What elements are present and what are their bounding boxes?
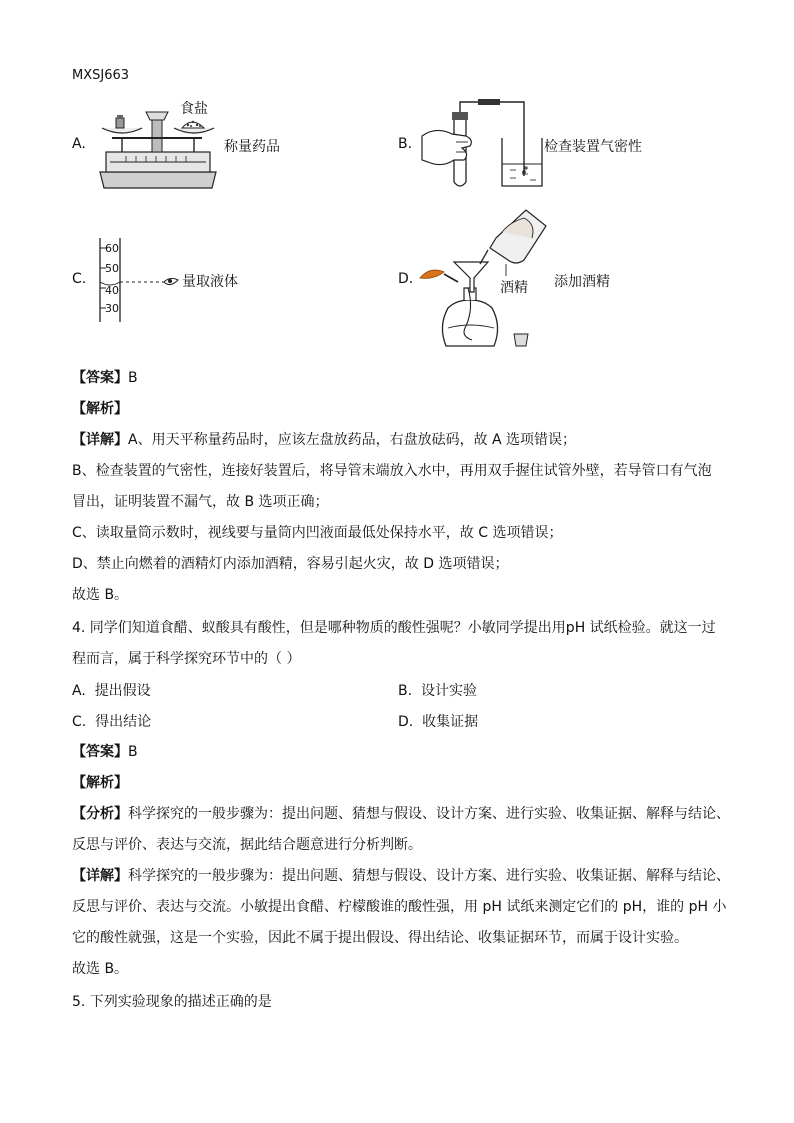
q4-analysis-1: 【分析】科学探究的一般步骤为：提出问题、猜想与假设、设计方案、进行实验、收集证据、解释与结论、: [72, 806, 730, 822]
answer-value: B: [128, 370, 138, 386]
analysis-label: 【解析】: [72, 401, 128, 417]
analysis-tag: 【分析】: [72, 806, 128, 822]
answer-label: 【答案】: [72, 744, 128, 760]
scale-mark-40: 40: [105, 284, 119, 297]
option-a-caption: 称量药品: [224, 139, 280, 155]
alcohol-label: 酒精: [500, 280, 528, 296]
q4-option-d[interactable]: D. 收集证据: [398, 714, 479, 730]
q4-conclusion: 故选 B。: [72, 961, 129, 977]
q3-conclusion: 故选 B。: [72, 587, 129, 603]
q3-detail-a: 【详解】A、用天平称量药品时，应该左盘放药品，右盘放砝码，故 A 选项错误；: [72, 432, 577, 448]
q3-answer-line: [72, 368, 138, 388]
header-code: MXSJ663: [72, 68, 130, 83]
salt-label: 食盐: [180, 101, 208, 117]
q5-stem: 5. 下列实验现象的描述正确的是: [72, 994, 272, 1010]
q4-detail-1: 【详解】科学探究的一般步骤为：提出问题、猜想与假设、设计方案、进行实验、收集证据、解释与结论、: [72, 868, 730, 884]
q4-analysis-2: 反思与评价、表达与交流，据此结合题意进行分析判断。: [72, 837, 422, 853]
q3-detail-b2: 冒出，证明装置不漏气，故 B 选项正确；: [72, 494, 329, 510]
option-d-letter: D.: [398, 271, 414, 287]
q4-answer-line: [72, 742, 138, 762]
scale-mark-60: 60: [105, 242, 119, 255]
option-d-caption: 添加酒精: [554, 274, 610, 290]
alcohol-lamp-illustration: [418, 208, 548, 354]
option-b-caption: 检查装置气密性: [544, 139, 642, 155]
option-b-letter: B.: [398, 136, 413, 152]
q3-detail-d: D、禁止向燃着的酒精灯内添加酒精，容易引起火灾，故 D 选项错误；: [72, 556, 509, 572]
scale-mark-30: 30: [105, 302, 119, 315]
q4-option-b[interactable]: B. 设计实验: [398, 683, 477, 699]
airtightness-illustration: [418, 96, 542, 192]
answer-value: B: [128, 744, 138, 760]
q4-detail-2: 反思与评价、表达与交流。小敏提出食醋、柠檬酸谁的酸性强，用 pH 试纸来测定它们的 pH，谁的 pH 小: [72, 899, 727, 915]
answer-label: 【答案】: [72, 370, 128, 386]
option-c-caption: 量取液体: [182, 274, 238, 290]
q4-stem-2: 程而言，属于科学探究环节中的（ ）: [72, 651, 301, 667]
scale-mark-50: 50: [105, 262, 119, 275]
q4-detail-3: 它的酸性就强，这是一个实验，因此不属于提出假设、得出结论、收集证据环节，而属于设计实验。: [72, 930, 688, 946]
q4-option-a[interactable]: A. 提出假设: [72, 683, 151, 699]
option-c-letter: C.: [72, 271, 87, 287]
q3-detail-c: C、读取量筒示数时，视线要与量筒内凹液面最低处保持水平，故 C 选项错误；: [72, 525, 563, 541]
q4-option-c[interactable]: C. 得出结论: [72, 714, 152, 730]
q3-detail-b1: B、检查装置的气密性，连接好装置后，将导管末端放入水中，再用双手握住试管外壁，若导管口有气泡: [72, 463, 712, 479]
option-a-letter: A.: [72, 136, 86, 152]
q4-stem-1: 4. 同学们知道食醋、蚁酸具有酸性，但是哪种物质的酸性强呢？小敏同学提出用pH 试纸检验。就这一过: [72, 620, 716, 636]
analysis-label: 【解析】: [72, 775, 128, 791]
detail-label: 【详解】: [72, 432, 128, 448]
detail-label: 【详解】: [72, 868, 128, 884]
